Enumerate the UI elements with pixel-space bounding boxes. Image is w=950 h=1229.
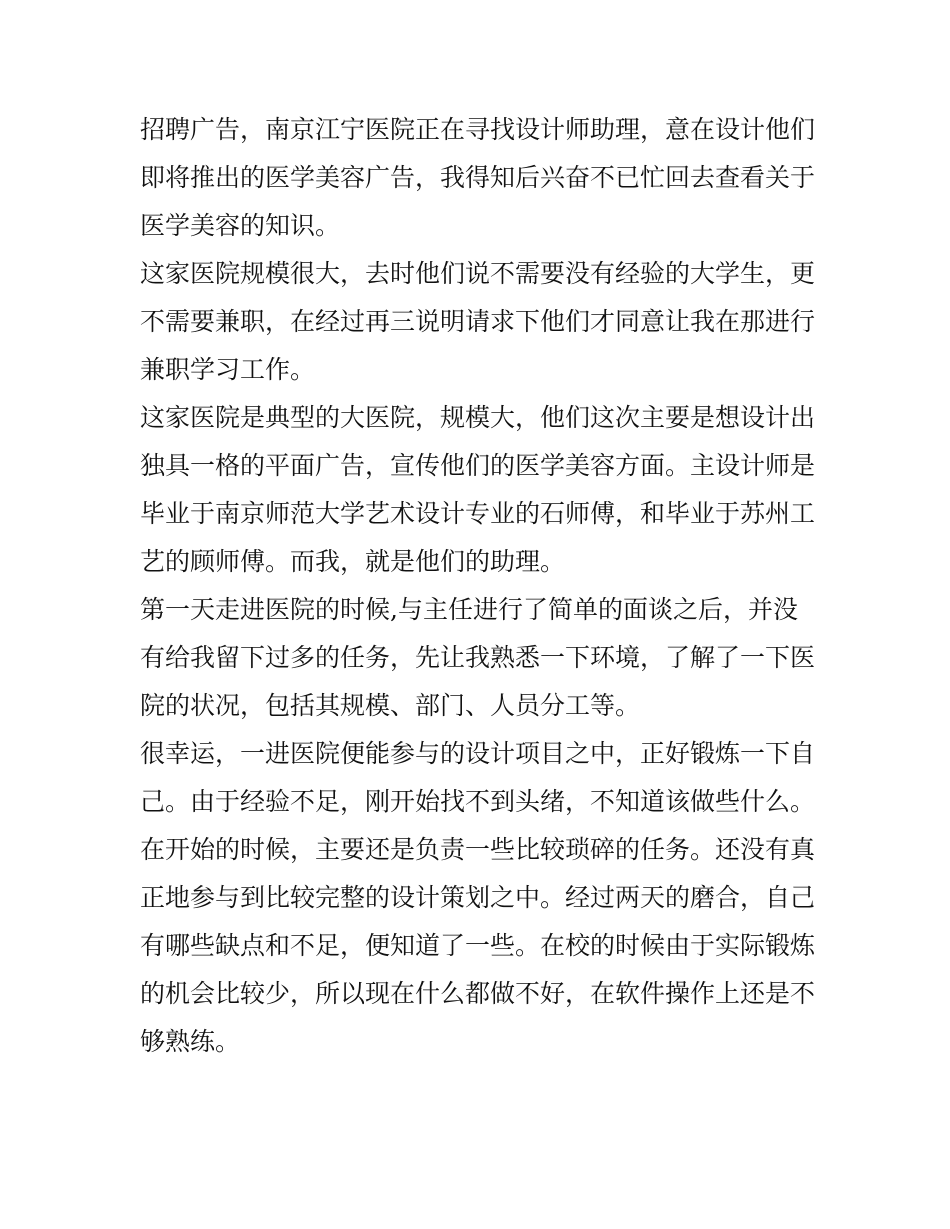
text-line: 即将推出的医学美容广告，我得知后兴奋不已忙回去查看关于 <box>140 163 816 192</box>
text-line: 有哪些缺点和不足，便知道了一些。在校的时候由于实际锻炼 <box>140 931 816 960</box>
paragraph-3 <box>140 394 816 586</box>
text-line: 正地参与到比较完整的设计策划之中。经过两天的磨合，自己 <box>140 883 816 912</box>
paragraph-2 <box>140 250 816 394</box>
paragraph-1 <box>140 106 816 250</box>
text-line: 够熟练。 <box>140 1027 241 1056</box>
paragraph-5 <box>140 730 816 1066</box>
text-line: 医学美容的知识。 <box>140 211 341 240</box>
text-line: 有给我留下过多的任务，先让我熟悉一下环境，了解了一下医 <box>140 643 816 672</box>
text-line: 独具一格的平面广告，宣传他们的医学美容方面。主设计师是 <box>140 451 816 480</box>
document-body <box>140 106 816 1066</box>
text-line: 第一天走进医院的时候,与主任进行了简单的面谈之后，并没 <box>140 595 798 624</box>
text-line: 在开始的时候，主要还是负责一些比较琐碎的任务。还没有真 <box>140 835 816 864</box>
text-line: 院的状况，包括其规模、部门、人员分工等。 <box>140 691 641 720</box>
text-line: 毕业于南京师范大学艺术设计专业的石师傅，和毕业于苏州工 <box>140 499 816 528</box>
text-line: 招聘广告，南京江宁医院正在寻找设计师助理，意在设计他们 <box>140 115 816 144</box>
text-line: 这家医院规模很大，去时他们说不需要没有经验的大学生，更 <box>140 259 816 288</box>
text-line: 兼职学习工作。 <box>140 355 316 384</box>
text-line: 的机会比较少，所以现在什么都做不好，在软件操作上还是不 <box>140 979 816 1008</box>
text-line: 很幸运，一进医院便能参与的设计项目之中，正好锻炼一下自 <box>140 739 816 768</box>
text-line: 艺的顾师傅。而我，就是他们的助理。 <box>140 547 566 576</box>
text-line: 这家医院是典型的大医院，规模大，他们这次主要是想设计出 <box>140 403 816 432</box>
text-line: 己。由于经验不足，刚开始找不到头绪，不知道该做些什么。 <box>140 787 816 816</box>
text-line: 不需要兼职，在经过再三说明请求下他们才同意让我在那进行 <box>140 307 816 336</box>
paragraph-4 <box>140 586 816 730</box>
